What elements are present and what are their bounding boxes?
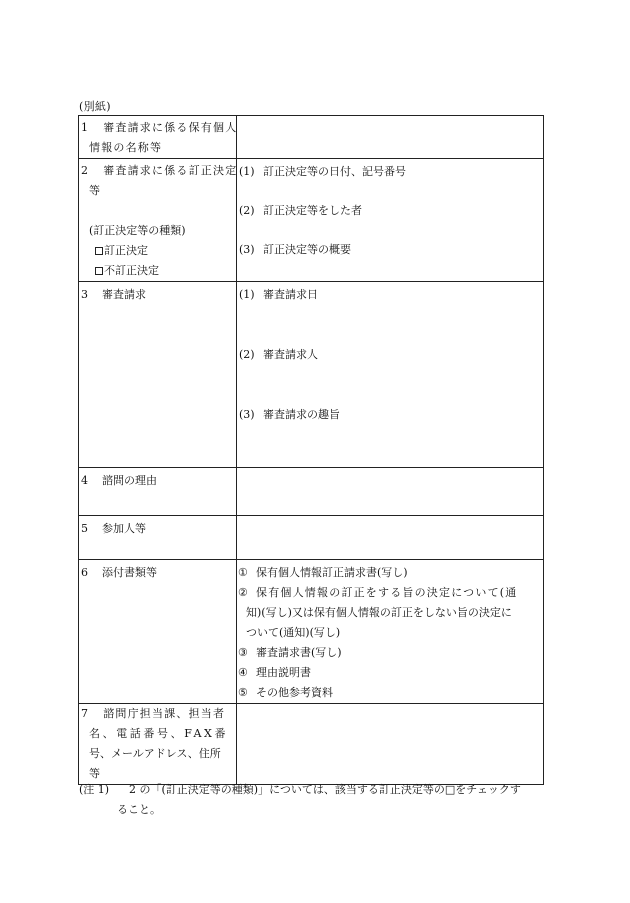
- footnote-text: 2 の「(訂正決定等の種類)」については、該当する訂正決定等の□をチェックす: [129, 783, 521, 796]
- attachment-item: ④ 理由説明書: [238, 666, 311, 679]
- item-number: (3): [239, 243, 255, 256]
- row-4: [79, 468, 544, 516]
- row-1-content-cell[interactable]: [237, 116, 544, 159]
- row-4-label-cell: [79, 468, 237, 516]
- item-number: (2): [239, 204, 255, 217]
- attachment-item: ① 保有個人情報訂正請求書(写し): [238, 566, 408, 579]
- footnote-tag: (注 1): [79, 783, 110, 796]
- request-form-table: [78, 115, 544, 785]
- row-6-number: 6: [81, 566, 88, 579]
- request-date-label: 審査請求日: [263, 288, 318, 301]
- checkbox-non-correction[interactable]: [95, 267, 103, 275]
- decision-type-heading: (訂正決定等の種類): [89, 224, 186, 237]
- footnote: [79, 780, 549, 820]
- row-4-label: 諮問の理由: [102, 474, 157, 487]
- row-3-label-cell: [79, 282, 237, 468]
- row-5: [79, 516, 544, 560]
- row-7: [79, 704, 544, 785]
- row-7-number: 7: [81, 707, 90, 720]
- attachment-label: (別紙): [79, 100, 111, 113]
- requester-label: 審査請求人: [263, 348, 318, 361]
- decision-maker-label: 訂正決定等をした者: [263, 204, 362, 217]
- attachment-item-cont: ついて(通知)(写し): [246, 626, 341, 639]
- row-3-content-cell[interactable]: [237, 282, 544, 468]
- item-number: (1): [239, 165, 255, 178]
- row-6: [79, 560, 544, 704]
- row-6-content-cell: [237, 560, 544, 704]
- item-number: (2): [239, 348, 255, 361]
- row-7-content-cell[interactable]: [237, 704, 544, 785]
- attachment-item: ⑤ その他参考資料: [238, 686, 333, 699]
- row-2-label: 審査請求に係る訂正決定: [103, 164, 238, 177]
- row-4-number: 4: [81, 474, 88, 487]
- row-2: [79, 159, 544, 282]
- row-7-label-cont: 名、電話番号、FAX番: [89, 727, 229, 740]
- row-7-label: 諮問庁担当課、担当者: [103, 707, 226, 720]
- decision-summary-label: 訂正決定等の概要: [263, 243, 351, 256]
- row-7-label-cont: 等: [89, 767, 100, 780]
- row-7-label-cont: 号、メールアドレス、住所: [89, 747, 221, 760]
- row-6-label: 添付書類等: [102, 566, 157, 579]
- row-1: [79, 116, 544, 159]
- row-1-label-cell: [79, 116, 237, 159]
- row-3-label: 審査請求: [102, 288, 146, 301]
- row-6-label-cell: [79, 560, 237, 704]
- item-number: (1): [239, 288, 255, 301]
- attachment-item: ② 保有個人情報の訂正をする旨の決定について(通: [238, 586, 518, 599]
- row-3: [79, 282, 544, 468]
- row-2-label-cont: 等: [89, 184, 100, 197]
- row-3-number: 3: [81, 288, 88, 301]
- footnote-text-cont: ること。: [117, 803, 161, 816]
- row-5-content-cell[interactable]: [237, 516, 544, 560]
- row-4-content-cell[interactable]: [237, 468, 544, 516]
- item-number: (3): [239, 408, 255, 421]
- row-1-label: 審査請求に係る保有個人: [103, 121, 238, 134]
- option-correction-label: 訂正決定: [104, 244, 148, 257]
- row-7-label-cell: [79, 704, 237, 785]
- option-non-correction-label: 不訂正決定: [104, 264, 159, 277]
- request-purpose-label: 審査請求の趣旨: [263, 408, 340, 421]
- row-5-label-cell: [79, 516, 237, 560]
- checkbox-correction[interactable]: [95, 247, 103, 255]
- attachment-item: ③ 審査請求書(写し): [238, 646, 342, 659]
- row-1-label-cont: 情報の名称等: [89, 141, 163, 154]
- row-2-label-cell: [79, 159, 237, 282]
- attachment-item-cont: 知)(写し)又は保有個人情報の訂正をしない旨の決定に: [246, 606, 512, 619]
- row-2-content-cell[interactable]: [237, 159, 544, 282]
- row-2-number: 2: [81, 164, 90, 177]
- row-5-number: 5: [81, 522, 88, 535]
- decision-date-label: 訂正決定等の日付、記号番号: [263, 165, 406, 178]
- row-5-label: 参加人等: [102, 522, 146, 535]
- row-1-number: 1: [81, 121, 90, 134]
